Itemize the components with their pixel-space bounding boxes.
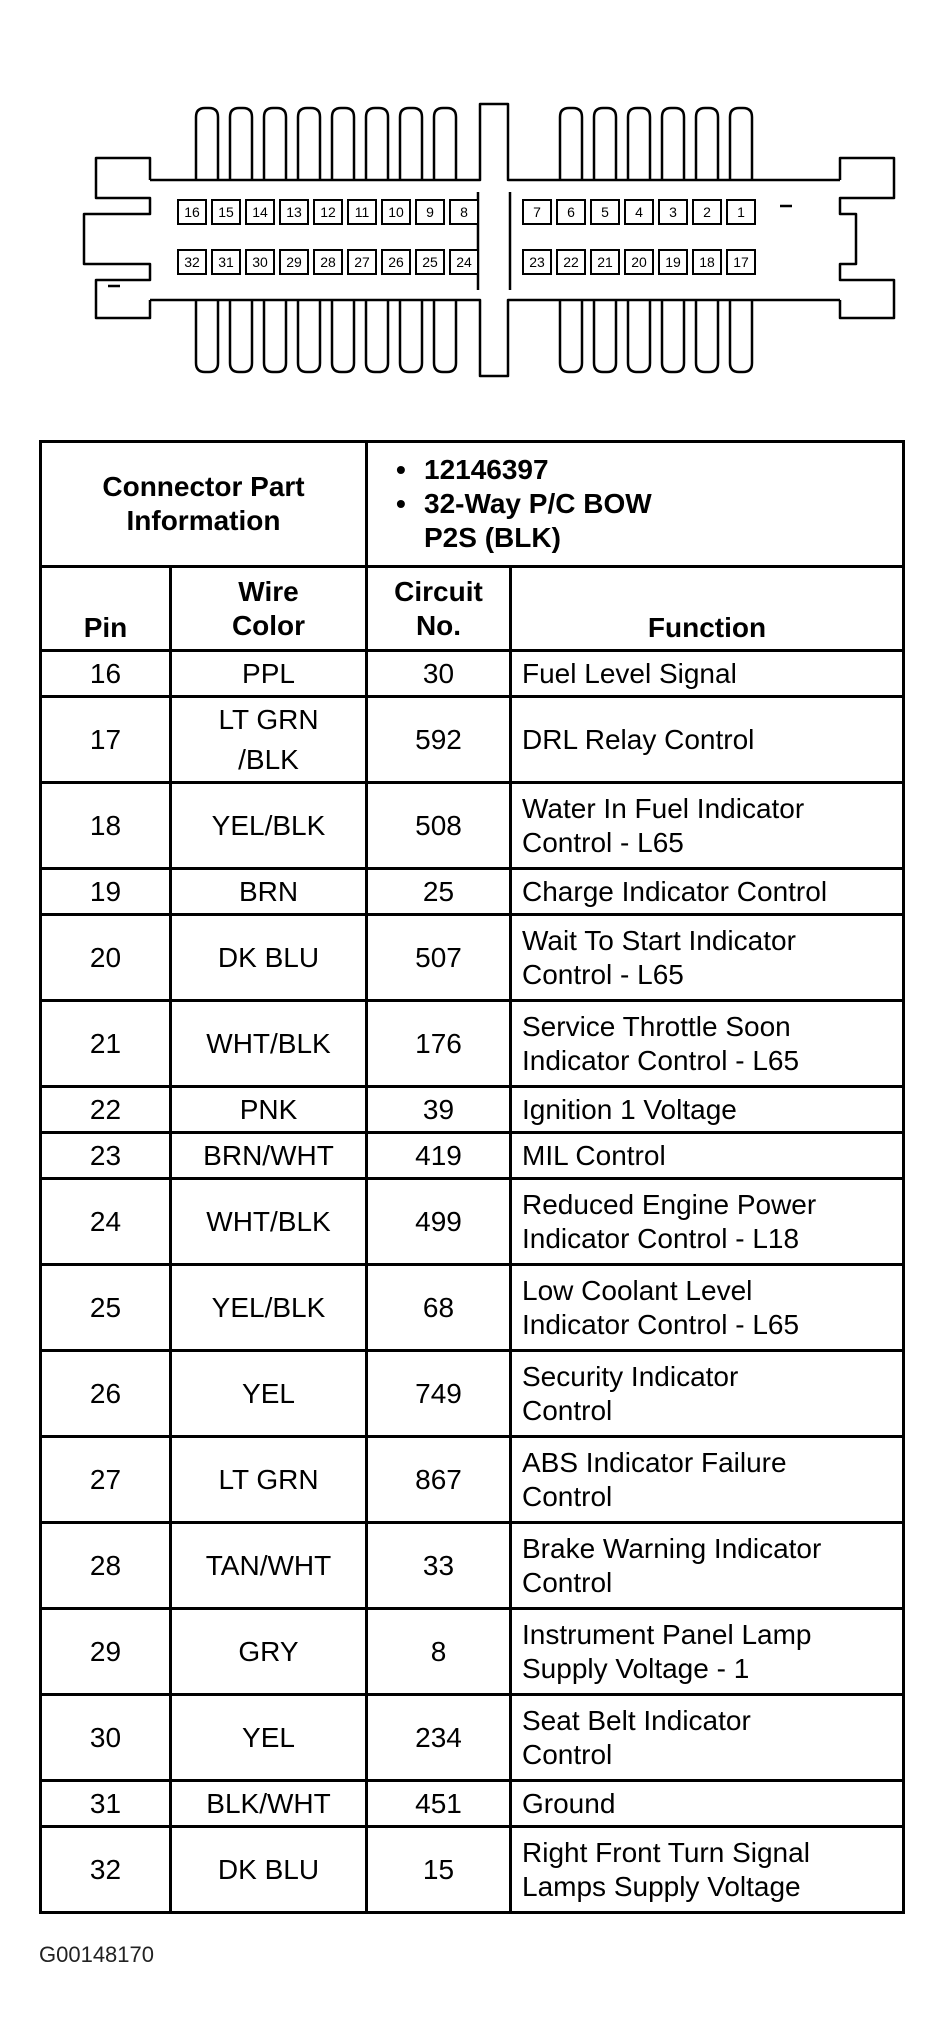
function-cell (511, 1001, 904, 1087)
pin-number-label: 9 (426, 204, 434, 220)
connector-body-right (840, 158, 894, 318)
wire-color-cell: PPL (171, 651, 367, 697)
pin-number-label: 20 (631, 254, 647, 270)
pin-cavity (693, 250, 721, 274)
part-info-label (41, 442, 367, 567)
circuit-cell: 508 (367, 783, 511, 869)
connector-fin (628, 300, 650, 372)
wire-color-cell: YEL/BLK (171, 1265, 367, 1351)
function-cell (511, 1695, 904, 1781)
wire-color-cell: GRY (171, 1609, 367, 1695)
pin-cavity (591, 200, 619, 224)
circuit-cell: 867 (367, 1437, 511, 1523)
function-line: Ground (522, 1787, 616, 1819)
pin-cavity (659, 200, 687, 224)
circuit-cell: 15 (367, 1827, 511, 1913)
function-line: Indicator Control - L65 (522, 1308, 800, 1340)
wire-color-cell: DK BLU (171, 1827, 367, 1913)
pin-cavity (178, 250, 206, 274)
pin-cell: 18 (41, 783, 171, 869)
circuit-cell: 33 (367, 1523, 511, 1609)
pin-number-label: 2 (703, 204, 711, 220)
connector-face-diagram (0, 0, 939, 400)
function-cell (511, 1133, 904, 1179)
pin-number-label: 25 (422, 254, 438, 270)
function-cell (511, 915, 904, 1001)
connector-fin (560, 300, 582, 372)
pin-number-label: 16 (184, 204, 200, 220)
function-cell (511, 1523, 904, 1609)
pin-cell: 32 (41, 1827, 171, 1913)
table-row (41, 783, 904, 869)
pin-number-label: 7 (533, 204, 541, 220)
pin-number-label: 26 (388, 254, 404, 270)
connector-fin (434, 108, 456, 180)
connector-pin-table (39, 440, 905, 1914)
function-cell (511, 869, 904, 915)
wire-color-cell: DK BLU (171, 915, 367, 1001)
function-line: Supply Voltage - 1 (522, 1652, 750, 1684)
pin-cavity (659, 250, 687, 274)
circuit-cell: 30 (367, 651, 511, 697)
pin-cavity (450, 250, 478, 274)
wire-color-cell: TAN/WHT (171, 1523, 367, 1609)
pin-number-label: 28 (320, 254, 336, 270)
pin-cell: 31 (41, 1781, 171, 1827)
connector-fin (594, 108, 616, 180)
part-info-value (367, 442, 904, 567)
function-cell (511, 1087, 904, 1133)
pin-cavity (416, 200, 444, 224)
function-cell (511, 1179, 904, 1265)
connector-fin (400, 300, 422, 372)
pin-cell: 23 (41, 1133, 171, 1179)
function-line: Wait To Start Indicator (522, 924, 796, 956)
function-line: Ignition 1 Voltage (522, 1093, 737, 1125)
column-header-circuit-line1: Circuit (394, 575, 483, 607)
pin-cavity (348, 250, 376, 274)
function-cell (511, 651, 904, 697)
pin-cavity (314, 200, 342, 224)
circuit-cell: 176 (367, 1001, 511, 1087)
connector-fin (730, 108, 752, 180)
table-row (41, 1265, 904, 1351)
pin-cavity (280, 250, 308, 274)
connector-fin (730, 300, 752, 372)
circuit-cell: 68 (367, 1265, 511, 1351)
wire-color-cell: LT GRN /BLK (171, 697, 367, 783)
circuit-cell: 499 (367, 1179, 511, 1265)
table-row (41, 1087, 904, 1133)
function-cell (511, 697, 904, 783)
function-line: Control (522, 1566, 613, 1598)
table-row (41, 869, 904, 915)
pin-number-label: 1 (737, 204, 745, 220)
column-header-row (41, 567, 904, 651)
pin-cavity (727, 250, 755, 274)
pin-number-label: 8 (460, 204, 468, 220)
pin-cell: 21 (41, 1001, 171, 1087)
function-line: Control (522, 1394, 613, 1426)
pin-cavity (416, 250, 444, 274)
column-header-circuit-line2: No. (415, 609, 462, 641)
pin-cavity (625, 200, 653, 224)
function-line: MIL Control (522, 1139, 666, 1171)
pin-cavity (246, 250, 274, 274)
table-row (41, 651, 904, 697)
part-number: 12146397 (424, 454, 549, 485)
table-row (41, 1133, 904, 1179)
pin-number-label: 4 (635, 204, 643, 220)
table-row (41, 915, 904, 1001)
connector-fin (196, 300, 218, 372)
pin-cell: 16 (41, 651, 171, 697)
pin-cavity (693, 200, 721, 224)
column-header-function: Function (511, 567, 904, 651)
pin-number-label: 14 (252, 204, 268, 220)
function-cell (511, 1827, 904, 1913)
part-description-line2: P2S (BLK) (424, 522, 561, 553)
pin-number-label: 17 (733, 254, 749, 270)
wire-color-cell: PNK (171, 1087, 367, 1133)
pin-cell: 26 (41, 1351, 171, 1437)
function-cell (511, 1351, 904, 1437)
circuit-cell: 451 (367, 1781, 511, 1827)
table-row (41, 1437, 904, 1523)
part-info-label-line1: Connector Part (102, 471, 305, 502)
function-cell (511, 1265, 904, 1351)
pin-number-label: 12 (320, 204, 336, 220)
function-line: Charge Indicator Control (522, 875, 828, 907)
function-line: Control - L65 (522, 826, 684, 858)
function-line: Brake Warning Indicator (522, 1532, 822, 1564)
pin-number-label: 31 (218, 254, 234, 270)
pin-number-label: 15 (218, 204, 234, 220)
pin-cell: 30 (41, 1695, 171, 1781)
pin-cavity (178, 200, 206, 224)
pin-number-label: 30 (252, 254, 268, 270)
function-line: Control - L65 (522, 958, 684, 990)
connector-body-left (84, 158, 150, 318)
function-line: Indicator Control - L18 (522, 1222, 800, 1254)
column-header-pin: Pin (41, 567, 171, 651)
connector-fin (298, 300, 320, 372)
circuit-cell: 507 (367, 915, 511, 1001)
pin-cavities (178, 200, 755, 274)
circuit-cell: 234 (367, 1695, 511, 1781)
connector-fin (434, 300, 456, 372)
connector-fin (230, 108, 252, 180)
connector-fin (366, 300, 388, 372)
pin-number-label: 10 (388, 204, 404, 220)
column-header-circuit (367, 567, 511, 651)
column-header-wire-color (171, 567, 367, 651)
circuit-cell: 592 (367, 697, 511, 783)
circuit-cell: 419 (367, 1133, 511, 1179)
connector-fin (662, 300, 684, 372)
part-info-row (41, 442, 904, 567)
pin-cavity (212, 200, 240, 224)
pin-cell: 29 (41, 1609, 171, 1695)
circuit-cell: 25 (367, 869, 511, 915)
wire-color-cell: BRN (171, 869, 367, 915)
table-row (41, 1695, 904, 1781)
connector-fin (662, 108, 684, 180)
function-line: Lamps Supply Voltage (522, 1870, 801, 1902)
pin-number-label: 5 (601, 204, 609, 220)
pin-number-label: 11 (354, 204, 370, 220)
wire-color-cell: YEL/BLK (171, 783, 367, 869)
function-cell (511, 1609, 904, 1695)
function-cell (511, 783, 904, 869)
function-cell (511, 1781, 904, 1827)
connector-fin (264, 300, 286, 372)
part-number-line (396, 453, 902, 487)
connector-center-key (478, 192, 510, 290)
function-line: ABS Indicator Failure (522, 1446, 787, 1478)
pin-number-label: 13 (286, 204, 302, 220)
part-description-line (396, 487, 902, 521)
connector-fin (332, 300, 354, 372)
pin-number-label: 22 (563, 254, 579, 270)
connector-top-edge (150, 104, 840, 180)
pin-cell: 27 (41, 1437, 171, 1523)
function-line: Right Front Turn Signal (522, 1836, 810, 1868)
connector-fin (264, 108, 286, 180)
pin-cell: 24 (41, 1179, 171, 1265)
pin-cavity (727, 200, 755, 224)
function-line: Indicator Control - L65 (522, 1044, 800, 1076)
circuit-cell: 39 (367, 1087, 511, 1133)
pin-cavity (591, 250, 619, 274)
pin-cavity (246, 200, 274, 224)
part-info-label-line2: Information (126, 505, 281, 536)
function-line: Security Indicator (522, 1360, 739, 1392)
pin-cavity (382, 250, 410, 274)
function-line: Seat Belt Indicator (522, 1704, 751, 1736)
column-header-wire-color-line2: Color (231, 609, 306, 641)
table-row (41, 697, 904, 783)
connector-fin (298, 108, 320, 180)
pin-cavity (382, 200, 410, 224)
connector-fin (230, 300, 252, 372)
table-row (41, 1179, 904, 1265)
wire-color-cell: LT GRN (171, 1437, 367, 1523)
pin-cavity (314, 250, 342, 274)
pin-number-label: 19 (665, 254, 681, 270)
pin-number-label: 24 (456, 254, 472, 270)
connector-fin (332, 108, 354, 180)
function-line: Service Throttle Soon (522, 1010, 791, 1042)
table-row (41, 1827, 904, 1913)
connector-bottom-edge (150, 300, 840, 376)
table-row (41, 1781, 904, 1827)
wire-color-cell: YEL (171, 1351, 367, 1437)
pin-cavity (212, 250, 240, 274)
pin-cell: 17 (41, 697, 171, 783)
pin-number-label: 27 (354, 254, 370, 270)
wire-color-cell: WHT/BLK (171, 1001, 367, 1087)
connector-outline (84, 104, 894, 376)
pin-cavity (557, 250, 585, 274)
table-row (41, 1523, 904, 1609)
connector-fin (696, 300, 718, 372)
function-line: DRL Relay Control (522, 723, 755, 755)
connector-fin (560, 108, 582, 180)
function-line: Reduced Engine Power (522, 1188, 817, 1220)
bullet-glyph: • (396, 488, 406, 519)
table-row (41, 1609, 904, 1695)
wire-color-cell: YEL (171, 1695, 367, 1781)
circuit-cell: 8 (367, 1609, 511, 1695)
pin-number-label: 29 (286, 254, 302, 270)
function-line: Instrument Panel Lamp (522, 1618, 812, 1650)
function-cell (511, 1437, 904, 1523)
pin-cavity (450, 200, 478, 224)
pin-cavity (523, 200, 551, 224)
pin-number-label: 32 (184, 254, 200, 270)
column-header-wire-color-line1: Wire (238, 575, 299, 607)
pin-cavity (625, 250, 653, 274)
wire-color-cell: WHT/BLK (171, 1179, 367, 1265)
pin-cavity (557, 200, 585, 224)
pin-number-label: 3 (669, 204, 677, 220)
connector-fin (594, 300, 616, 372)
function-line: Control (522, 1738, 613, 1770)
figure-id: G00148170 (39, 1942, 154, 1967)
pin-cell: 25 (41, 1265, 171, 1351)
pin-cavity (523, 250, 551, 274)
pin-number-label: 21 (597, 254, 613, 270)
bullet-glyph: • (396, 454, 406, 485)
pin-number-label: 23 (529, 254, 545, 270)
pin-cell: 20 (41, 915, 171, 1001)
pin-cell: 22 (41, 1087, 171, 1133)
connector-fin (400, 108, 422, 180)
wire-color-cell: BRN/WHT (171, 1133, 367, 1179)
table-row (41, 1001, 904, 1087)
wire-color-cell: BLK/WHT (171, 1781, 367, 1827)
connector-fin (696, 108, 718, 180)
function-line: Water In Fuel Indicator (522, 792, 805, 824)
pin-number-label: 6 (567, 204, 575, 220)
circuit-cell: 749 (367, 1351, 511, 1437)
connector-fin (628, 108, 650, 180)
pin-number-label: 18 (699, 254, 715, 270)
pin-cavity (348, 200, 376, 224)
table-row (41, 1351, 904, 1437)
connector-fin (366, 108, 388, 180)
function-line: Low Coolant Level (522, 1274, 753, 1306)
connector-fin (196, 108, 218, 180)
pin-cell: 28 (41, 1523, 171, 1609)
part-description-line1: 32-Way P/C BOW (424, 488, 652, 519)
pin-cell: 19 (41, 869, 171, 915)
function-line: Control (522, 1480, 613, 1512)
function-line: Fuel Level Signal (522, 657, 737, 689)
pin-cavity (280, 200, 308, 224)
